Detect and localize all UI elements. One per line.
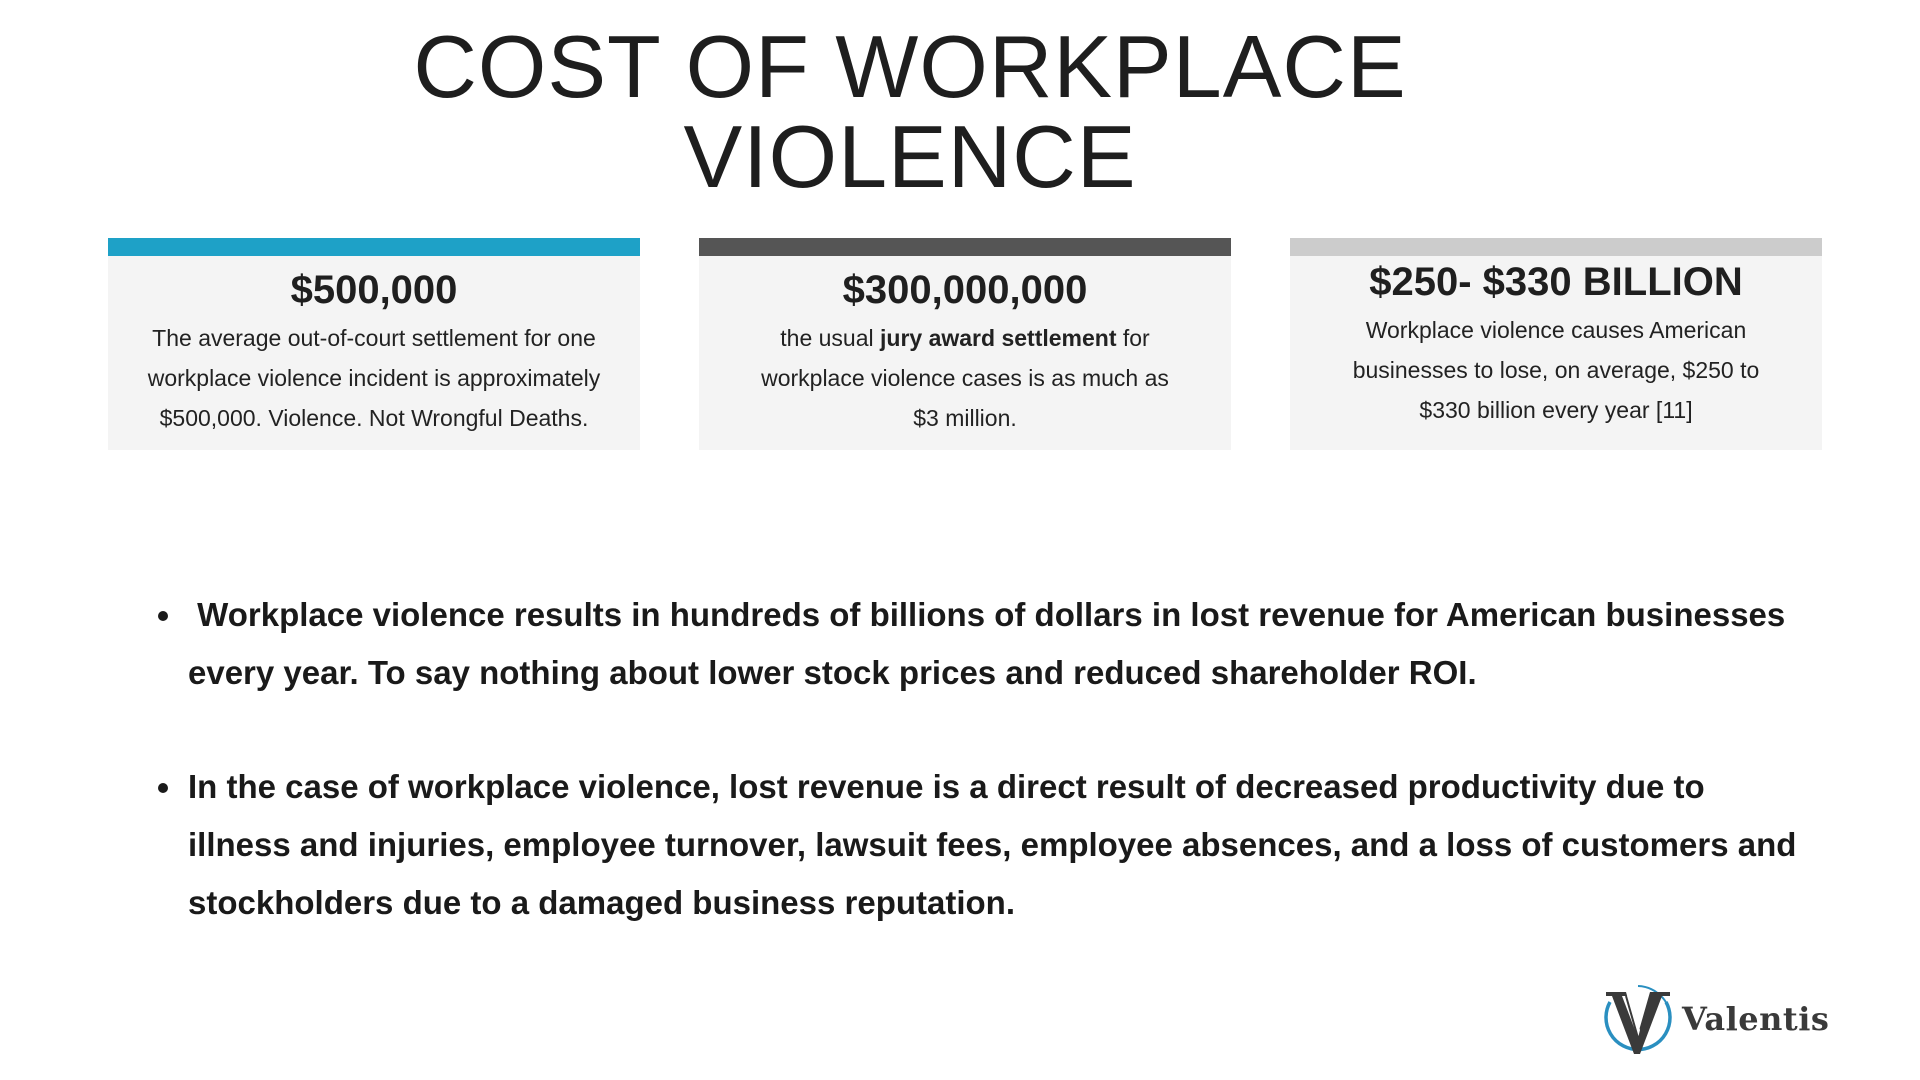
desc-line: $330 billion every year [11] [1419,397,1693,423]
desc-line: The average out-of-court settlement for one [152,325,596,351]
bullet-list [152,586,1812,932]
stat-description [1304,310,1808,430]
valentis-logo [1600,982,1830,1062]
desc-bold-text: jury award settlement [880,325,1117,351]
title-line-2: VIOLENCE [683,107,1137,206]
stat-description [713,318,1217,438]
desc-line: workplace violence cases is as much as [761,365,1169,391]
bullet-dot-icon [158,783,168,793]
bullet-item [152,586,1812,702]
page-title [410,17,1410,206]
stat-card-annual-loss [1290,238,1822,450]
card-accent-bar [699,238,1231,256]
stat-description [122,318,626,438]
logo-wordmark: Valentis [1682,1000,1830,1038]
card-accent-bar [108,238,640,256]
desc-line: workplace violence incident is approximately [147,365,601,391]
desc-line: Workplace violence causes American [1365,317,1747,343]
bullet-text: In the case of workplace violence, lost revenue is a direct result of decreased productivity due to illness and injuries, employee turnover, lawsuit fees, employee absences, and a loss of customers and stockholders due to a damaged business reputation. [188,768,1797,921]
card-accent-bar [1290,238,1822,256]
bullet-item [152,758,1812,932]
valentis-v-mark-icon [1600,982,1676,1060]
bullet-dot-icon [158,611,168,621]
desc-line: $3 million. [913,405,1017,431]
stat-card-jury-award [699,238,1231,450]
bullet-text: Workplace violence results in hundreds of billions of dollars in lost revenue for American businesses every year. To say nothing about lower stock prices and reduced shareholder ROI. [188,596,1795,691]
desc-line: $500,000. Violence. Not Wrongful Deaths. [159,405,589,431]
desc-line: businesses to lose, on average, $250 to [1352,357,1760,383]
title-line-1: COST OF WORKPLACE [413,17,1407,116]
stat-card-settlement [108,238,640,450]
stat-amount: $250- $330 BILLION [1369,260,1743,304]
desc-text: for [1116,325,1150,351]
stat-amount: $500,000 [290,268,458,312]
stat-amount: $300,000,000 [842,268,1088,312]
desc-text: the usual [780,325,881,351]
